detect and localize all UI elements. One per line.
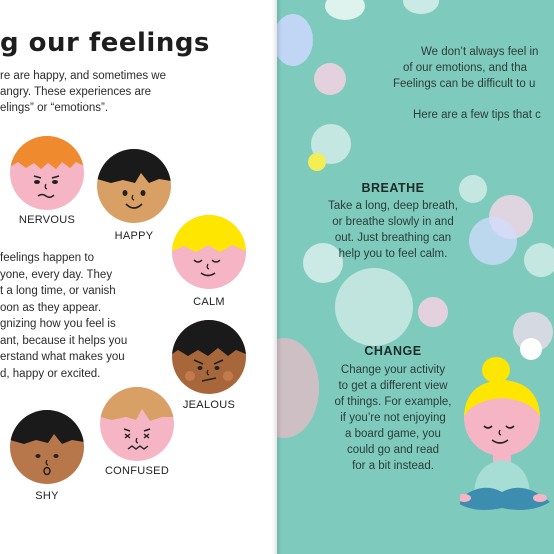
intro-line: elings” or “emotions”. xyxy=(0,102,109,114)
change-line: Change your activity xyxy=(340,364,446,376)
page-title: g our feelings xyxy=(0,28,210,58)
breathe-paragraph xyxy=(313,198,473,262)
confused-label: CONFUSED xyxy=(104,465,170,477)
para-line: yone, every day. They xyxy=(0,268,113,281)
bubble-decoration xyxy=(277,14,313,66)
change-line: to get a different view xyxy=(338,380,448,392)
para-line: d, happy or excited. xyxy=(0,367,101,380)
intro-paragraph xyxy=(393,44,538,92)
bubble-decoration xyxy=(418,297,448,327)
intro-line: re are happy, and sometimes we xyxy=(0,70,166,82)
breathe-line: or breathe slowly in and xyxy=(332,216,454,228)
bubble-decoration xyxy=(325,0,365,20)
breathe-line: out. Just breathing can xyxy=(334,232,452,244)
para-line: feelings happen to xyxy=(0,252,94,264)
bubble-decoration xyxy=(524,243,554,277)
bubble-decoration xyxy=(469,217,517,265)
nervous-face-icon xyxy=(10,136,84,210)
calm-label: CALM xyxy=(193,296,225,308)
shy-face-icon xyxy=(10,410,84,484)
change-line: for a bit instead. xyxy=(352,460,434,472)
intro-line: angry. These experiences are xyxy=(0,86,152,98)
intro-line: of our emotions, and tha xyxy=(403,62,528,74)
intro-line: We don’t always feel in xyxy=(421,46,539,58)
change-line: of things. For example, xyxy=(334,396,452,408)
bubble-decoration xyxy=(335,268,413,346)
jealous-face-icon xyxy=(172,320,246,394)
nervous-label: NERVOUS xyxy=(18,214,76,226)
para-line: t a long time, or vanish xyxy=(0,285,116,297)
bubble-decoration xyxy=(403,0,439,14)
calm-face-icon xyxy=(172,215,246,289)
breathe-heading: BREATHE xyxy=(361,181,425,195)
book-gutter xyxy=(272,0,282,554)
para-line: erstand what makes you xyxy=(0,351,125,363)
meditating-child-icon xyxy=(460,352,554,512)
bubble-decoration xyxy=(308,153,326,171)
change-line: if you’re not enjoying xyxy=(340,412,446,424)
intro-line: Feelings can be difficult to u xyxy=(393,78,536,90)
right-page xyxy=(277,0,554,554)
change-line: a board game, you xyxy=(345,428,441,440)
breathe-line: help you to feel calm. xyxy=(338,248,448,260)
jealous-label: JEALOUS xyxy=(182,399,236,411)
happy-face-icon xyxy=(97,149,171,223)
intro-paragraph xyxy=(0,68,166,116)
para-line: gnizing how you feel is xyxy=(0,318,116,330)
breathe-line: Take a long, deep breath, xyxy=(328,200,458,212)
happy-label: HAPPY xyxy=(114,230,154,242)
shy-label: SHY xyxy=(35,490,59,502)
para-line: ant, because it helps you xyxy=(0,334,128,347)
feelings-paragraph xyxy=(0,250,127,382)
tips-line: Here are a few tips that c xyxy=(413,109,541,121)
change-paragraph xyxy=(313,362,473,474)
change-line: could go and read xyxy=(346,444,440,456)
change-heading: CHANGE xyxy=(364,344,422,358)
confused-face-icon xyxy=(100,387,174,461)
bubble-decoration xyxy=(314,63,346,95)
para-line: oon as they appear. xyxy=(0,301,102,314)
